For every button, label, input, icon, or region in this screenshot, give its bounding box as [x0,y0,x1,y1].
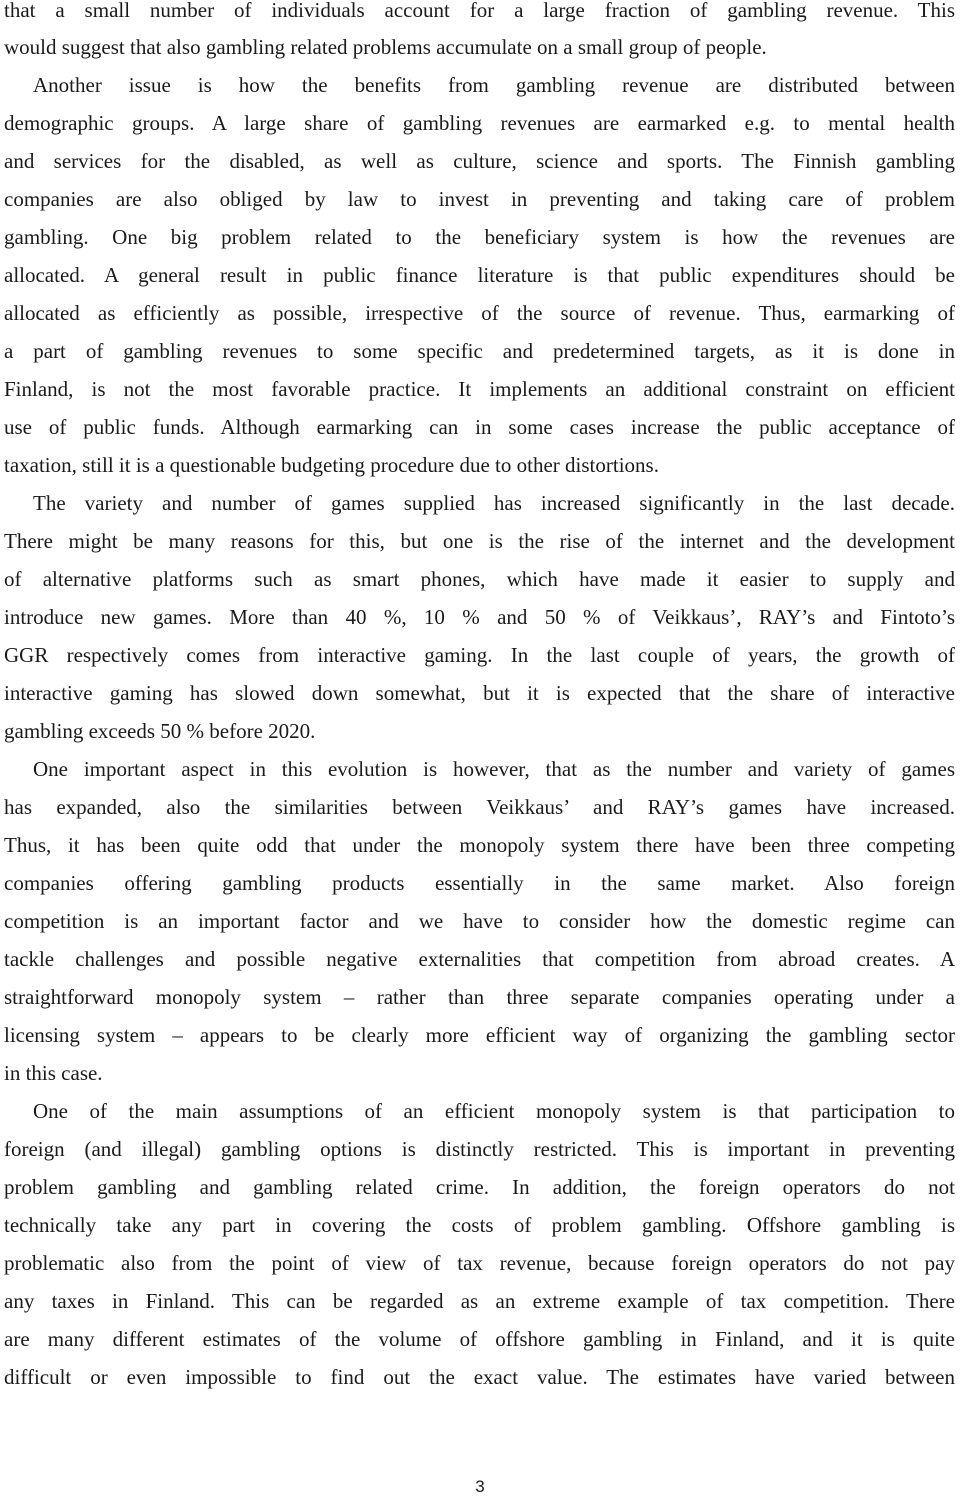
text-line: straightforward monopoly system – rather than three separate companies operating under a [4,985,955,1009]
text-line: companies are also obliged by law to invest in preventing and taking care of problem [4,187,955,211]
text-line: There might be many reasons for this, but one is the rise of the internet and the development [4,529,955,553]
text-line: competition is an important factor and we have to consider how the domestic regime can [4,909,955,933]
text-line: difficult or even impossible to find out the exact value. The estimates have varied between [4,1365,955,1389]
text-line: in this case. [4,1061,103,1085]
text-line: problem gambling and gambling related crime. In addition, the foreign operators do not [4,1175,955,1199]
text-line: technically take any part in covering the costs of problem gambling. Offshore gambling is [4,1213,955,1237]
text-line: companies offering gambling products essentially in the same market. Also foreign [4,871,955,895]
text-line: use of public funds. Although earmarking can in some cases increase the public acceptance of [4,415,955,439]
text-line: introduce new games. More than 40 %, 10 % and 50 % of Veikkaus’, RAY’s and Fintoto’s [4,605,955,629]
text-line: are many different estimates of the volume of offshore gambling in Finland, and it is quite [4,1327,955,1351]
text-line: gambling exceeds 50 % before 2020. [4,719,316,743]
text-line: has expanded, also the similarities between Veikkaus’ and RAY’s games have increased. [4,795,955,819]
text-line: Thus, it has been quite odd that under the monopoly system there have been three competing [4,833,955,857]
text-line: any taxes in Finland. This can be regarded as an extreme example of tax competition. There [4,1289,955,1313]
page-number: 3 [475,1477,485,1496]
text-line: licensing system – appears to be clearly more efficient way of organizing the gambling sector [4,1023,955,1047]
text-line: a part of gambling revenues to some specific and predetermined targets, as it is done in [4,339,955,363]
text-line: that a small number of individuals account for a large fraction of gambling revenue. This [4,0,955,22]
text-line: gambling. One big problem related to the beneficiary system is how the revenues are [4,225,955,249]
text-line: taxation, still it is a questionable budgeting procedure due to other distortions. [4,453,659,477]
text-line: problematic also from the point of view of tax revenue, because foreign operators do not pay [4,1251,955,1275]
text-line: One of the main assumptions of an efficient monopoly system is that participation to [33,1099,955,1123]
text-line: interactive gaming has slowed down somewhat, but it is expected that the share of interactive [4,681,955,705]
text-line: allocated. A general result in public finance literature is that public expenditures should be [4,263,955,287]
text-line: Finland, is not the most favorable practice. It implements an additional constraint on efficient [4,377,955,401]
text-line: would suggest that also gambling related problems accumulate on a small group of people. [4,35,767,59]
text-line: One important aspect in this evolution is however, that as the number and variety of games [33,757,955,781]
text-line: GGR respectively comes from interactive gaming. In the last couple of years, the growth of [4,643,955,667]
text-line: of alternative platforms such as smart phones, which have made it easier to supply and [4,567,955,591]
text-line: Another issue is how the benefits from gambling revenue are distributed between [33,73,955,97]
text-line: foreign (and illegal) gambling options is distinctly restricted. This is important in preventing [4,1137,955,1161]
text-line: tackle challenges and possible negative externalities that competition from abroad creates. A [4,947,955,971]
text-line: allocated as efficiently as possible, irrespective of the source of revenue. Thus, earmarking of [4,301,955,325]
text-line: The variety and number of games supplied has increased significantly in the last decade. [33,491,955,515]
text-line: demographic groups. A large share of gambling revenues are earmarked e.g. to mental health [4,111,955,135]
text-line: and services for the disabled, as well as culture, science and sports. The Finnish gambling [4,149,955,173]
